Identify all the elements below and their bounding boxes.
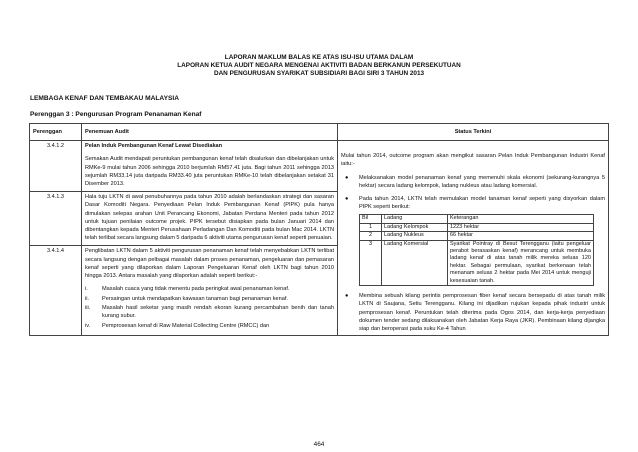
finding-title: Pelan Induk Pembangunan Kenaf Lewat Disediakan: [85, 143, 223, 149]
inner-bil: 3: [360, 240, 382, 285]
status-bullet: [345, 174, 605, 191]
plantation-table: [359, 214, 594, 286]
finding-cell: [82, 246, 338, 335]
inner-ladang: Ladang Komersial: [382, 240, 448, 285]
list-marker: i.: [85, 286, 88, 293]
finding-text: Semakan Audit mendapati peruntukan pembangunan kenaf telah disalurkan dan dibelanjakan untuk RMKe-9 mulai tahun 2006 sehingga 2010 berjumlah RM57.41 juta. Bagi tahun 2011 sehingga 2013 sejumlah RM33.14 juta daripada RM33.40 juta peruntukan RMKe-10 telah dibelanjakan setakat 31 Disember 2013.: [85, 156, 334, 188]
status-bullet-text: Membina sebuah kilang perintis pemprosesan fiber kenaf secara bersepadu di atas tanah milik LKTN di Saujana, Setiu Terengganu. Kilang ini dijadikan rujukan kepada pihak industri untuk pemprosesan kenaf. Peruntukan telah diterima pada Ogos 2014, dan kerja-kerja penyediaan dokumen tender sedang dilaksanakan oleh Jabatan Kerja Raya (JKR). Pembinaan kilang dijangka siap dan beroperasi pada suku Ke-4 Tahun: [359, 293, 605, 333]
finding-cell: [82, 141, 338, 192]
report-title-line-3: DAN PENGURUSAN SYARIKAT SUBSIDIARI BAGI SIRI 3 TAHUN 2013: [213, 70, 425, 77]
status-bullet-text: Melaksanakan model penanaman kenaf yang memenuhi skala ekonomi (sekurang-kurangnya 5 hektar) secara ladang kelompok, ladang nukleus atau ladang komersial.: [359, 174, 605, 189]
bullet-icon: ●: [345, 196, 349, 203]
report-title-line-2: LAPORAN KETUA AUDIT NEGARA MENGENAI AKTIVITI BADAN BERKANUN PERSEKUTUAN: [177, 62, 461, 69]
status-bullet: [345, 195, 605, 212]
inner-bil: 1: [360, 223, 382, 231]
inner-ket: Syarikat Pointray di Besut Terengganu (iaitu pengeluar perabot berasaskan kenaf) merancang untuk membuka ladang kenaf di atas tanah milik mereka seluas 120 hektar. Sebagai permulaan, syarikat berkenaan telah menanam seluas 2 hektar pada Mei 2014 untuk menguji kesesuaian tanah.: [448, 240, 594, 285]
row-number: 3.4.1.4: [30, 246, 82, 335]
report-title-line-1: LAPORAN MAKLUM BALAS KE ATAS ISU-ISU UTAMA DALAM: [224, 54, 414, 61]
finding-text: Penglibatan LKTN dalam 5 aktiviti pengurusan penanaman kenaf telah menyebabkan LKTN terlibat secara langsung dengan pelbagai masalah dalam proses penanaman, pengeluaran dan pemasaran kenaf seperti yang dilaporkan dalam Laporan Pengeluaran Kenaf oleh LKTN bagi tahun 2010 hingga 2013. Antara masalah yang dilaporkan adalah seperti berikut:-: [85, 248, 334, 280]
list-marker: iv.: [85, 322, 91, 329]
inner-header-ket: Keterangan: [448, 214, 594, 223]
table-header-row: [30, 124, 609, 141]
row-number: 3.4.1.2: [30, 141, 82, 192]
list-text: Masalah cuaca yang tidak menentu pada peringkat awal penanaman kenaf.: [102, 286, 290, 293]
finding-text: Hala tuju LKTN di awal penubuhannya pada tahun 2010 adalah berlandaskan strategi dan sasaran Dasar Komoditi Negara. Penyediaan Pelan Induk Pembangunan Kenaf (PIPK) pula hanya dimulakan selepas arahan Unit Perancang Ekonomi, Jabatan Perdana Menteri pada tahun 2012 untuk tujuan penilaian outcome projek. PIPK tersebut disiapkan pada bulan Januari 2014 dan dibentangkan kepada Menteri Perusahaan Perladangan Dan Komoditi pada bulan Mac 2014. LKTN telah terlibat secara langsung dalam 5 daripada 6 aktiviti utama pengurusan kenaf seperti penuaian.: [82, 191, 338, 245]
list-item: [85, 295, 334, 303]
paragraph-title: Perenggan 3 : Pengurusan Program Penanaman Kenaf: [30, 111, 202, 118]
list-item: [85, 322, 334, 330]
agency-name: LEMBAGA KENAF DAN TEMBAKAU MALAYSIA: [30, 95, 179, 102]
list-item: [85, 285, 334, 293]
row-number: 3.4.1.3: [30, 191, 82, 245]
header-status: Status Terkini: [338, 124, 609, 141]
status-intro: Mulai tahun 2014, outcome program akan mengikut sasaran Pelan Induk Pembangunan Industri Kenaf iaitu:-: [341, 153, 605, 168]
status-bullet-text: Pada tahun 2014, LKTN telah memulakan model tanaman kenaf seperti yang disyorkan dalam PIPK seperti berikut:: [359, 196, 605, 211]
inner-row: [360, 232, 594, 240]
list-marker: iii.: [85, 305, 91, 312]
list-text: Persaingan untuk mendapatkan kawasan tanaman bagi penanaman kenaf.: [102, 295, 288, 302]
header-penemuan: Penemuan Audit: [82, 124, 338, 141]
inner-ket: 66 hektar: [448, 232, 594, 240]
header-perenggan: Perenggan: [30, 124, 82, 141]
status-bullet: [345, 292, 605, 333]
list-text: Pemprosesan kenaf di Raw Material Collecting Centre (RMCC) dan: [102, 322, 270, 329]
inner-header-bil: Bil: [360, 214, 382, 223]
list-marker: ii.: [85, 295, 90, 302]
inner-ladang: Ladang Nukleus: [382, 232, 448, 240]
audit-table: [29, 123, 609, 336]
bullet-icon: ●: [345, 174, 349, 181]
inner-row: [360, 223, 594, 231]
page-number: 464: [313, 441, 325, 448]
inner-row: [360, 240, 594, 285]
list-text: Masalah hasil seketar yang masih rendah ekoran kurang percambahan benih dan tanah kurang subur.: [102, 305, 334, 320]
list-item: [85, 304, 334, 321]
inner-header-row: [360, 214, 594, 223]
inner-ladang: Ladang Kelompok: [382, 223, 448, 231]
inner-header-ladang: Ladang: [382, 214, 448, 223]
inner-bil: 2: [360, 232, 382, 240]
inner-ket: 1223 hektar: [448, 223, 594, 231]
status-cell: [338, 141, 609, 336]
bullet-icon: ●: [345, 293, 349, 300]
table-row: [30, 141, 609, 192]
